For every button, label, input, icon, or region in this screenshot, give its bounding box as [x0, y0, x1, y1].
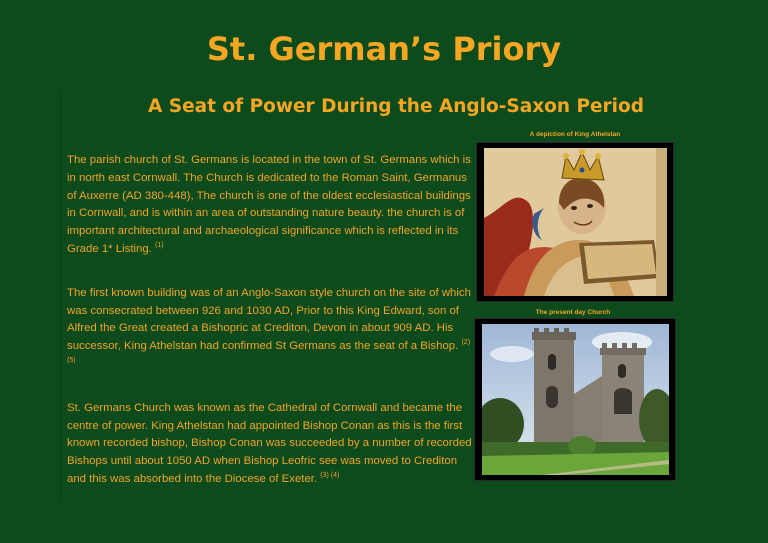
page-title: St. German’s Priory: [206, 30, 562, 68]
athelstan-illustration: [484, 148, 667, 296]
divider-line: [60, 90, 61, 500]
athelstan-image-frame: [476, 142, 674, 302]
paragraph-1: The parish church of St. Germans is located in the town of St. Germans which is in north east Cornwall. The Church is dedicated to the Roman Saint, Germanus of Auxerre (AD 380-448), The church is one of the oldest ecclesiastical buildings in Cornwall, and is within an area of outstanding nature beauty. the church is of important architectural and archaeological significance which is reflected in its Grade 1* Listing. $^{(1)}$: [67, 154, 471, 255]
reference-marker: (3) (4): [320, 471, 340, 479]
reference-marker: (2) (5): [67, 339, 471, 364]
church-photo: [482, 324, 669, 475]
church-image-frame: [474, 318, 676, 481]
body-text: [67, 152, 472, 515]
reference-marker: (1): [155, 241, 164, 249]
athelstan-caption: A depiction of King Athelstan: [529, 131, 621, 138]
church-image: [482, 324, 669, 475]
church-caption: The present day Church: [535, 309, 611, 316]
page-subtitle: A Seat of Power During the Anglo-Saxon Period: [148, 96, 644, 117]
paragraph-3: St. Germans Church was known as the Cathedral of Cornwall and became the centre of power. King Athelstan had appointed Bishop Conan as this is the first known recorded bishop, Bishop Conan was succeeded by a number of recorded Bishops until about 1050 AD when Bishop Leofric see was moved to Crediton and this was absorbed into the Diocese of Exeter. $^{(3) (4)}$: [67, 401, 472, 485]
paragraph-2: The first known building was of an Anglo-Saxon style church on the site of which was consecrated between 926 and 1030 AD, Prior to this King Edward, son of Alfred the Great created a Bishopric at Crediton, Devon in about 909 AD. His successor, King Athelstan had confirmed St Germans as the seat of a Bishop. $^{(2) (5)}$: [67, 286, 471, 364]
athelstan-image: [484, 148, 667, 296]
